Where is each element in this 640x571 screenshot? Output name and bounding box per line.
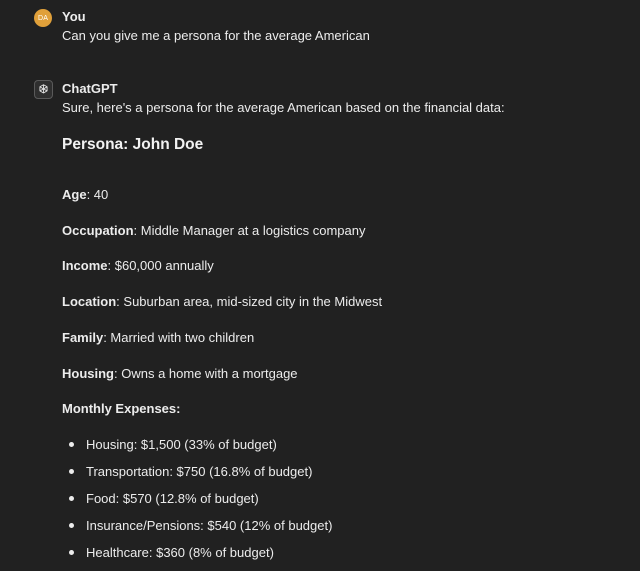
- expense-text: Healthcare: $360 (8% of budget): [86, 545, 274, 560]
- bullet-icon: [69, 523, 74, 528]
- field-label: Occupation: [62, 223, 134, 238]
- assistant-message-body: [62, 99, 620, 560]
- user-sender-name: You: [62, 9, 86, 24]
- expenses-heading: Monthly Expenses:: [62, 401, 181, 416]
- field-value: : $60,000 annually: [107, 258, 214, 273]
- field-label: Age: [62, 187, 87, 202]
- list-item: [62, 517, 332, 544]
- persona-title: Persona: John Doe: [62, 136, 204, 153]
- field-value: : Owns a home with a mortgage: [114, 366, 298, 381]
- list-item: [62, 463, 332, 490]
- bullet-icon: [69, 496, 74, 501]
- list-item: [62, 544, 332, 571]
- user-avatar-initials: DA: [37, 14, 49, 22]
- bullet-icon: [69, 550, 74, 555]
- list-item: [62, 490, 332, 517]
- field-income: [62, 257, 214, 274]
- openai-logo-icon: [34, 80, 53, 99]
- field-label: Location: [62, 294, 117, 309]
- expense-text: Food: $570 (12.8% of budget): [86, 491, 259, 506]
- expense-text: Insurance/Pensions: $540 (12% of budget): [86, 518, 333, 533]
- field-label: Family: [62, 330, 104, 345]
- field-occupation: [62, 222, 365, 239]
- expense-text: Housing: $1,500 (33% of budget): [86, 437, 277, 452]
- list-item: [62, 436, 332, 463]
- bullet-icon: [69, 469, 74, 474]
- expense-text: Transportation: $750 (16.8% of budget): [86, 464, 313, 479]
- field-value: : Middle Manager at a logistics company: [133, 223, 366, 238]
- field-location: [62, 293, 382, 310]
- field-housing: [62, 365, 298, 382]
- field-age: [62, 186, 108, 203]
- field-value: : Suburban area, mid-sized city in the Midwest: [116, 294, 383, 309]
- assistant-intro: Sure, here's a persona for the average American based on the financial data:: [62, 100, 505, 115]
- user-avatar: [34, 9, 52, 27]
- user-message-text: Can you give me a persona for the average American: [62, 28, 370, 43]
- field-family: [62, 329, 254, 346]
- field-label: Housing: [62, 366, 114, 381]
- expenses-list: [62, 436, 332, 571]
- field-value: : 40: [86, 187, 109, 202]
- assistant-sender-name: ChatGPT: [62, 81, 118, 96]
- field-value: : Married with two children: [103, 330, 255, 345]
- field-label: Income: [62, 258, 108, 273]
- bullet-icon: [69, 442, 74, 447]
